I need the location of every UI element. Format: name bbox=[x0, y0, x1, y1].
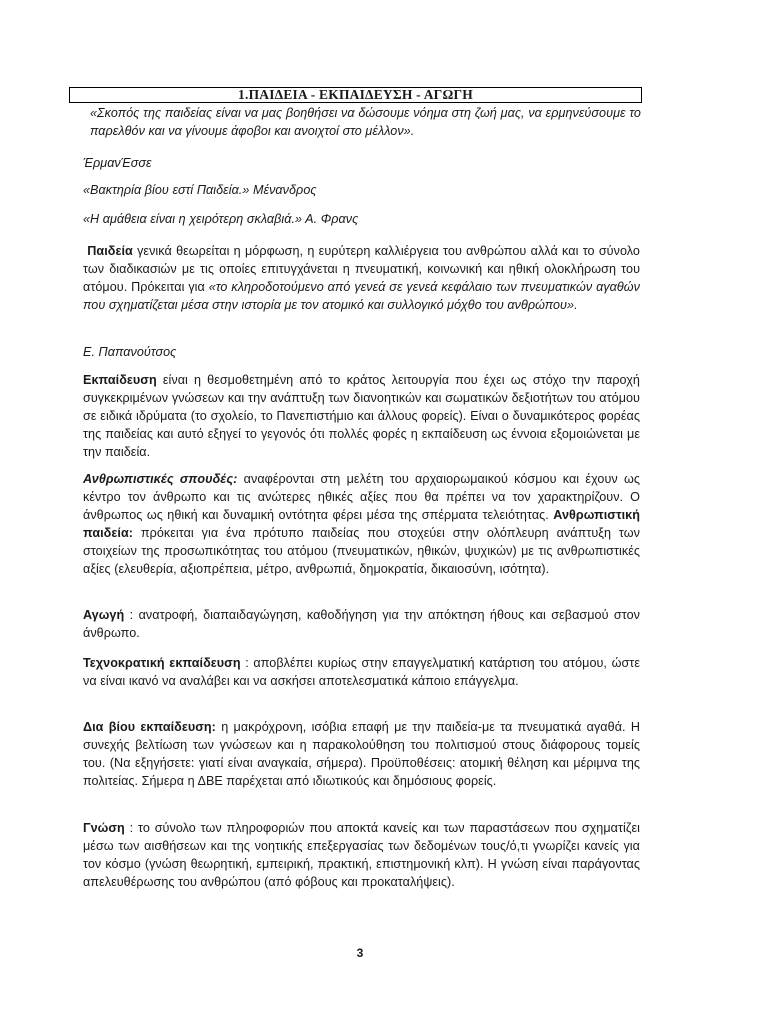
paragraph-paideia bbox=[83, 242, 640, 314]
paragraph-agogi bbox=[83, 606, 640, 642]
paragraph-ekpaideusi bbox=[83, 371, 640, 461]
term-diaviou: Δια βίου εκπαίδευση: bbox=[83, 720, 216, 734]
quote-menandros: «Βακτηρία βίου εστί Παιδεία.» Μένανδρος bbox=[83, 183, 317, 197]
term-anthropistikes: Ανθρωπιστικές σπουδές: bbox=[83, 472, 238, 486]
quote-hesse: «Σκοπός της παιδείας είναι να μας βοηθήσει να δώσουμε νόημα στη ζωή μας, να ερμηνεύσουμε το παρελθόν και να γίνουμε άφοβοι και ανοιχτοί στο μέλλον». bbox=[90, 106, 641, 138]
technokratiki-text: : αποβλέπει κυρίως στην επαγγελματική κατάρτιση του ατόμου, ώστε να είναι ικανό να αναλάβει και να ασκήσει αποτελεσματικά κάποιο επάγγελμα. bbox=[83, 656, 641, 688]
quote-france: «Η αμάθεια είναι η χειρότερη σκλαβιά.» Α. Φρανς bbox=[83, 212, 359, 226]
anthropistikes-text: αναφέρονται στη μελέτη του αρχαιορωμαικού κόσμου και έχουν ως κέντρο τον άνθρωπο και τις ανώτερες ηθικές αξίες που θα πρέπει να τον χαρακτηρίζουν. Ο άνθρωπος ως ηθική και δυναμική οντότητα φέρει μέσα της σπέρματα τελειότητας. bbox=[83, 472, 641, 522]
term-agogi: Αγωγή bbox=[83, 608, 125, 622]
ekpaideusi-text: είναι η θεσμοθετημένη από το κράτος λειτουργία που έχει ως στόχο την παροχή συγκεκριμένων γνώσεων και την ανάπτυξη των διανοητικών και σωματικών δεξιοτήτων του ατόμου σε ειδικά ιδρύματα (το σχολείο, το Πανεπιστήμιο και άλλους φορείς). Είναι ο δυναμικότερος φορέας της παιδείας και αυτό εξηγεί το γεγονός ότι πολλές φορές η εκπαίδευση ως έννοια εξομοιώνεται με την παιδεία. bbox=[83, 373, 640, 459]
term-anthropistiki-paideia: Ανθρωπιστική παιδεία: bbox=[83, 508, 640, 540]
paragraph-anthropistikes bbox=[83, 470, 640, 578]
agogi-text: : ανατροφή, διαπαιδαγώγηση, καθοδήγηση για την απόκτηση ήθους και σεβασμού στον άνθρωπο. bbox=[83, 608, 640, 640]
page-number: 3 bbox=[356, 946, 364, 960]
term-ekpaideusi: Εκπαίδευση bbox=[83, 373, 157, 387]
term-gnosi: Γνώση bbox=[83, 821, 125, 835]
diaviou-text: η μακρόχρονη, ισόβια επαφή με την παιδεία-με τα πνευματικά αγαθά. Η συνεχής βελτίωση των γνώσεων και η παρακολούθηση του πολιτισμού στους διάφορους τομείς του. (Να εξηγήσετε: γιατί είναι αναγκαία, σήμερα). Προϋποθέσεις: ατομική θέληση και μέριμνα της πολιτείας. Σήμερα η ΔΒΕ παρέχεται από ιδιωτικούς και δημόσιους φορείς. bbox=[83, 720, 640, 788]
gnosi-text: : το σύνολο των πληροφοριών που αποκτά κανείς και των παραστάσεων που σχηματίζει μέσω των αισθήσεων και της νοητικής επεξεργασίας των δεδομένων τους/ό,τι γνωρίζει κανείς για τον κόσμο (γνώση θεωρητική, εμπειρική, πρακτική, επιστημονική κλπ). Η γνώση είναι παράγοντας απελευθέρωσης του ανθρώπου (από φόβους και προκαταλήψεις). bbox=[83, 821, 640, 889]
paideia-text: γενικά θεωρείται η μόρφωση, η ευρύτερη καλλιέργεια του ανθρώπου αλλά και το σύνολο των διαδικασιών με τις οποίες επιτυγχάνεται η πνευματική, κοινωνική και ηθική ολοκλήρωση του ατόμου. Πρόκειται για bbox=[83, 244, 640, 294]
paragraph-gnosi bbox=[83, 819, 640, 891]
chapter-title: 1.ΠΑΙΔΕΙΑ - ΕΚΠΑΙΔΕΥΣΗ - ΑΓΩΓΗ bbox=[69, 87, 642, 103]
anthropistiki-paideia-text: πρόκειται για ένα πρότυπο παιδείας που στοχεύει στην ολόπλευρη ανάπτυξη των στοιχείων της προσωπικότητας του ατόμου (πνευματικών, ηθικών, ψυχικών) με τις ανθρωπιστικές αξίες (ελευθερία, αξιοπρέπεια, μέτρο, ανθρωπιά, δημοκρατία, δικαιοσύνη, ισότητα). bbox=[83, 526, 640, 576]
quote-hesse-author: ΈρμανΈσσε bbox=[83, 156, 152, 170]
paideia-author: Ε. Παπανούτσος bbox=[83, 345, 177, 359]
paragraph-diaviou bbox=[83, 718, 640, 790]
term-paideia: Παιδεία bbox=[87, 244, 133, 258]
term-technokratiki: Τεχνοκρατική εκπαίδευση bbox=[83, 656, 241, 670]
paideia-quote: «το κληροδοτούμενο από γενεά σε γενεά κεφάλαιο των πνευματικών αγαθών που σχηματίζεται μέσα στην ιστορία με τον ατομικό και συλλογικό μόχθο του ανθρώπου». bbox=[83, 280, 640, 312]
paragraph-technokratiki bbox=[83, 654, 640, 690]
